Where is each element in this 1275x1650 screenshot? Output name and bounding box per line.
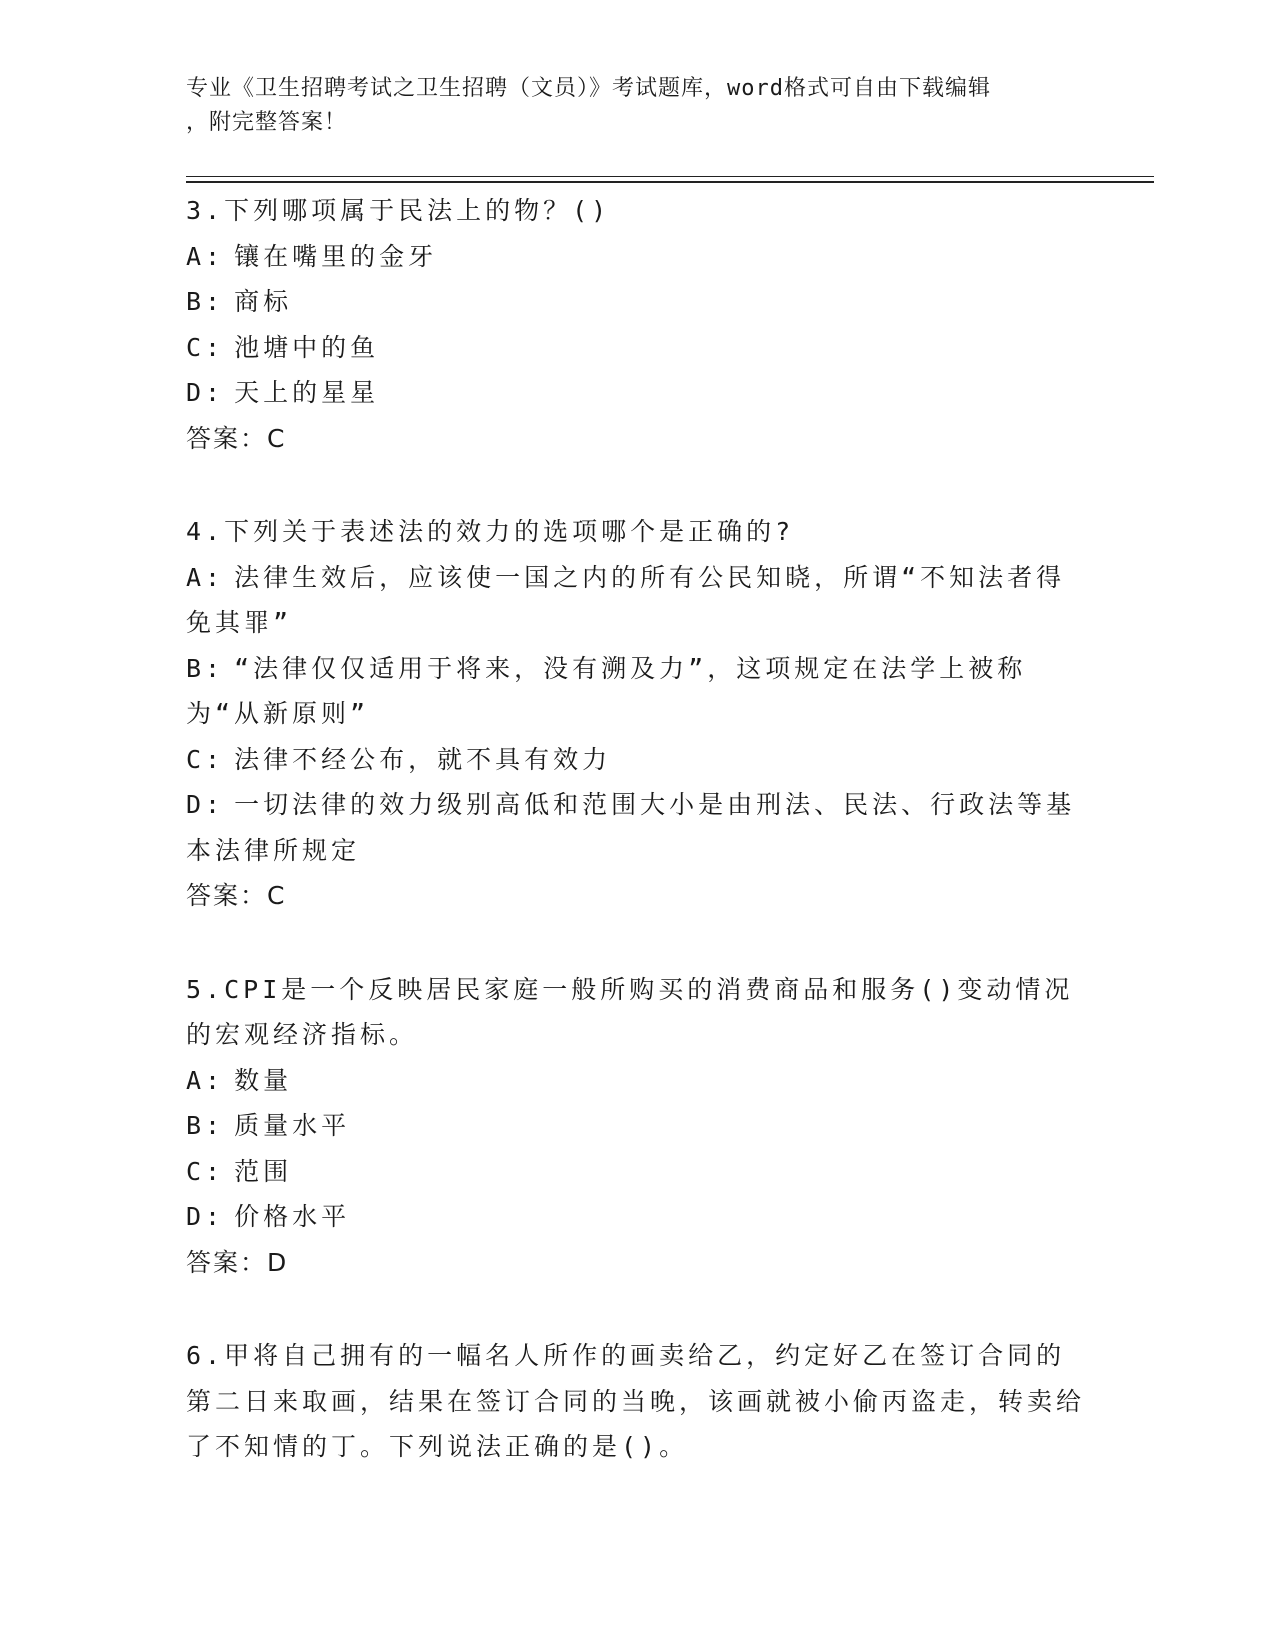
question-5 — [186, 967, 1086, 1286]
option-text: 一切法律的效力级别高低和范围大小是由刑法、民法、行政法等基本法律所规定 — [186, 790, 1076, 865]
option-text: 法律不经公布，就不具有效力 — [234, 744, 612, 774]
option-text: 质量水平 — [234, 1111, 351, 1140]
option-letter: A: — [186, 1065, 225, 1095]
question-stem: CPI是一个反映居民家庭一般所购买的消费商品和服务()变动情况的宏观经济指标。 — [186, 974, 1074, 1049]
question-number: 5. — [186, 974, 225, 1004]
question-number: 6. — [186, 1341, 225, 1370]
option-text: 法律生效后，应该使一国之内的所有公民知晓，所谓“不知法者得免其罪” — [186, 562, 1066, 637]
option-letter: A: — [186, 562, 225, 592]
answer-line — [186, 873, 1086, 919]
question-6 — [186, 1333, 1086, 1470]
option-c — [186, 325, 1086, 371]
option-a — [186, 234, 1086, 280]
answer-value: C — [267, 423, 287, 453]
option-b — [186, 646, 1086, 737]
option-letter: D: — [186, 790, 225, 819]
header-intro-line2: ，附完整答案！ — [186, 110, 348, 135]
question-number: 3. — [186, 196, 225, 225]
option-c — [186, 1149, 1086, 1195]
option-d — [186, 782, 1086, 873]
question-text — [186, 967, 1086, 1058]
option-text: 商标 — [234, 287, 293, 316]
header-divider-thick — [186, 181, 1154, 183]
option-letter: D: — [186, 378, 225, 407]
option-text: 范围 — [234, 1156, 293, 1186]
option-d — [186, 1194, 1086, 1240]
answer-value: C — [267, 881, 287, 910]
question-stem: 下列哪项属于民法上的物？() — [224, 196, 611, 225]
answer-label: 答案： — [186, 1247, 268, 1277]
option-letter: B: — [186, 287, 225, 316]
header-divider-thin — [186, 176, 1154, 177]
answer-label: 答案： — [186, 881, 268, 910]
option-letter: B: — [186, 653, 225, 683]
question-3 — [186, 188, 1086, 461]
option-letter: D: — [186, 1202, 225, 1231]
header-intro-line1: 专业《卫生招聘考试之卫生招聘（文员）》考试题库，word格式可自由下载编辑 — [186, 76, 991, 101]
option-letter: C: — [186, 744, 225, 774]
answer-value: D — [267, 1247, 289, 1277]
question-text — [186, 188, 1086, 234]
option-b — [186, 1103, 1086, 1149]
document-header — [186, 72, 1066, 140]
question-stem: 甲将自己拥有的一幅名人所作的画卖给乙，约定好乙在签订合同的第二日来取画，结果在签订合同的当晚，该画就被小偷丙盗走，转卖给了不知情的丁。下列说法正确的是()。 — [186, 1341, 1086, 1461]
option-text: 镶在嘴里的金牙 — [234, 241, 438, 271]
question-number: 4. — [186, 517, 225, 546]
option-text: 池塘中的鱼 — [234, 332, 380, 362]
question-4 — [186, 509, 1086, 919]
question-stem: 下列关于表述法的效力的选项哪个是正确的? — [224, 517, 795, 546]
answer-line — [186, 1240, 1086, 1286]
option-d — [186, 370, 1086, 416]
option-b — [186, 279, 1086, 325]
question-text — [186, 1333, 1086, 1470]
option-letter: C: — [186, 1156, 225, 1186]
option-text: 数量 — [234, 1065, 293, 1095]
option-letter: B: — [186, 1111, 225, 1140]
option-c — [186, 737, 1086, 783]
answer-label: 答案： — [186, 423, 268, 453]
option-text: 价格水平 — [234, 1202, 351, 1231]
option-a — [186, 555, 1086, 646]
answer-line — [186, 416, 1086, 462]
option-letter: C: — [186, 332, 225, 362]
question-text — [186, 509, 1086, 555]
option-text: 天上的星星 — [234, 378, 380, 407]
option-a — [186, 1058, 1086, 1104]
option-text: “法律仅仅适用于将来，没有溯及力”，这项规定在法学上被称为“从新原则” — [186, 653, 1027, 728]
question-list — [186, 188, 1086, 1518]
option-letter: A: — [186, 241, 225, 271]
